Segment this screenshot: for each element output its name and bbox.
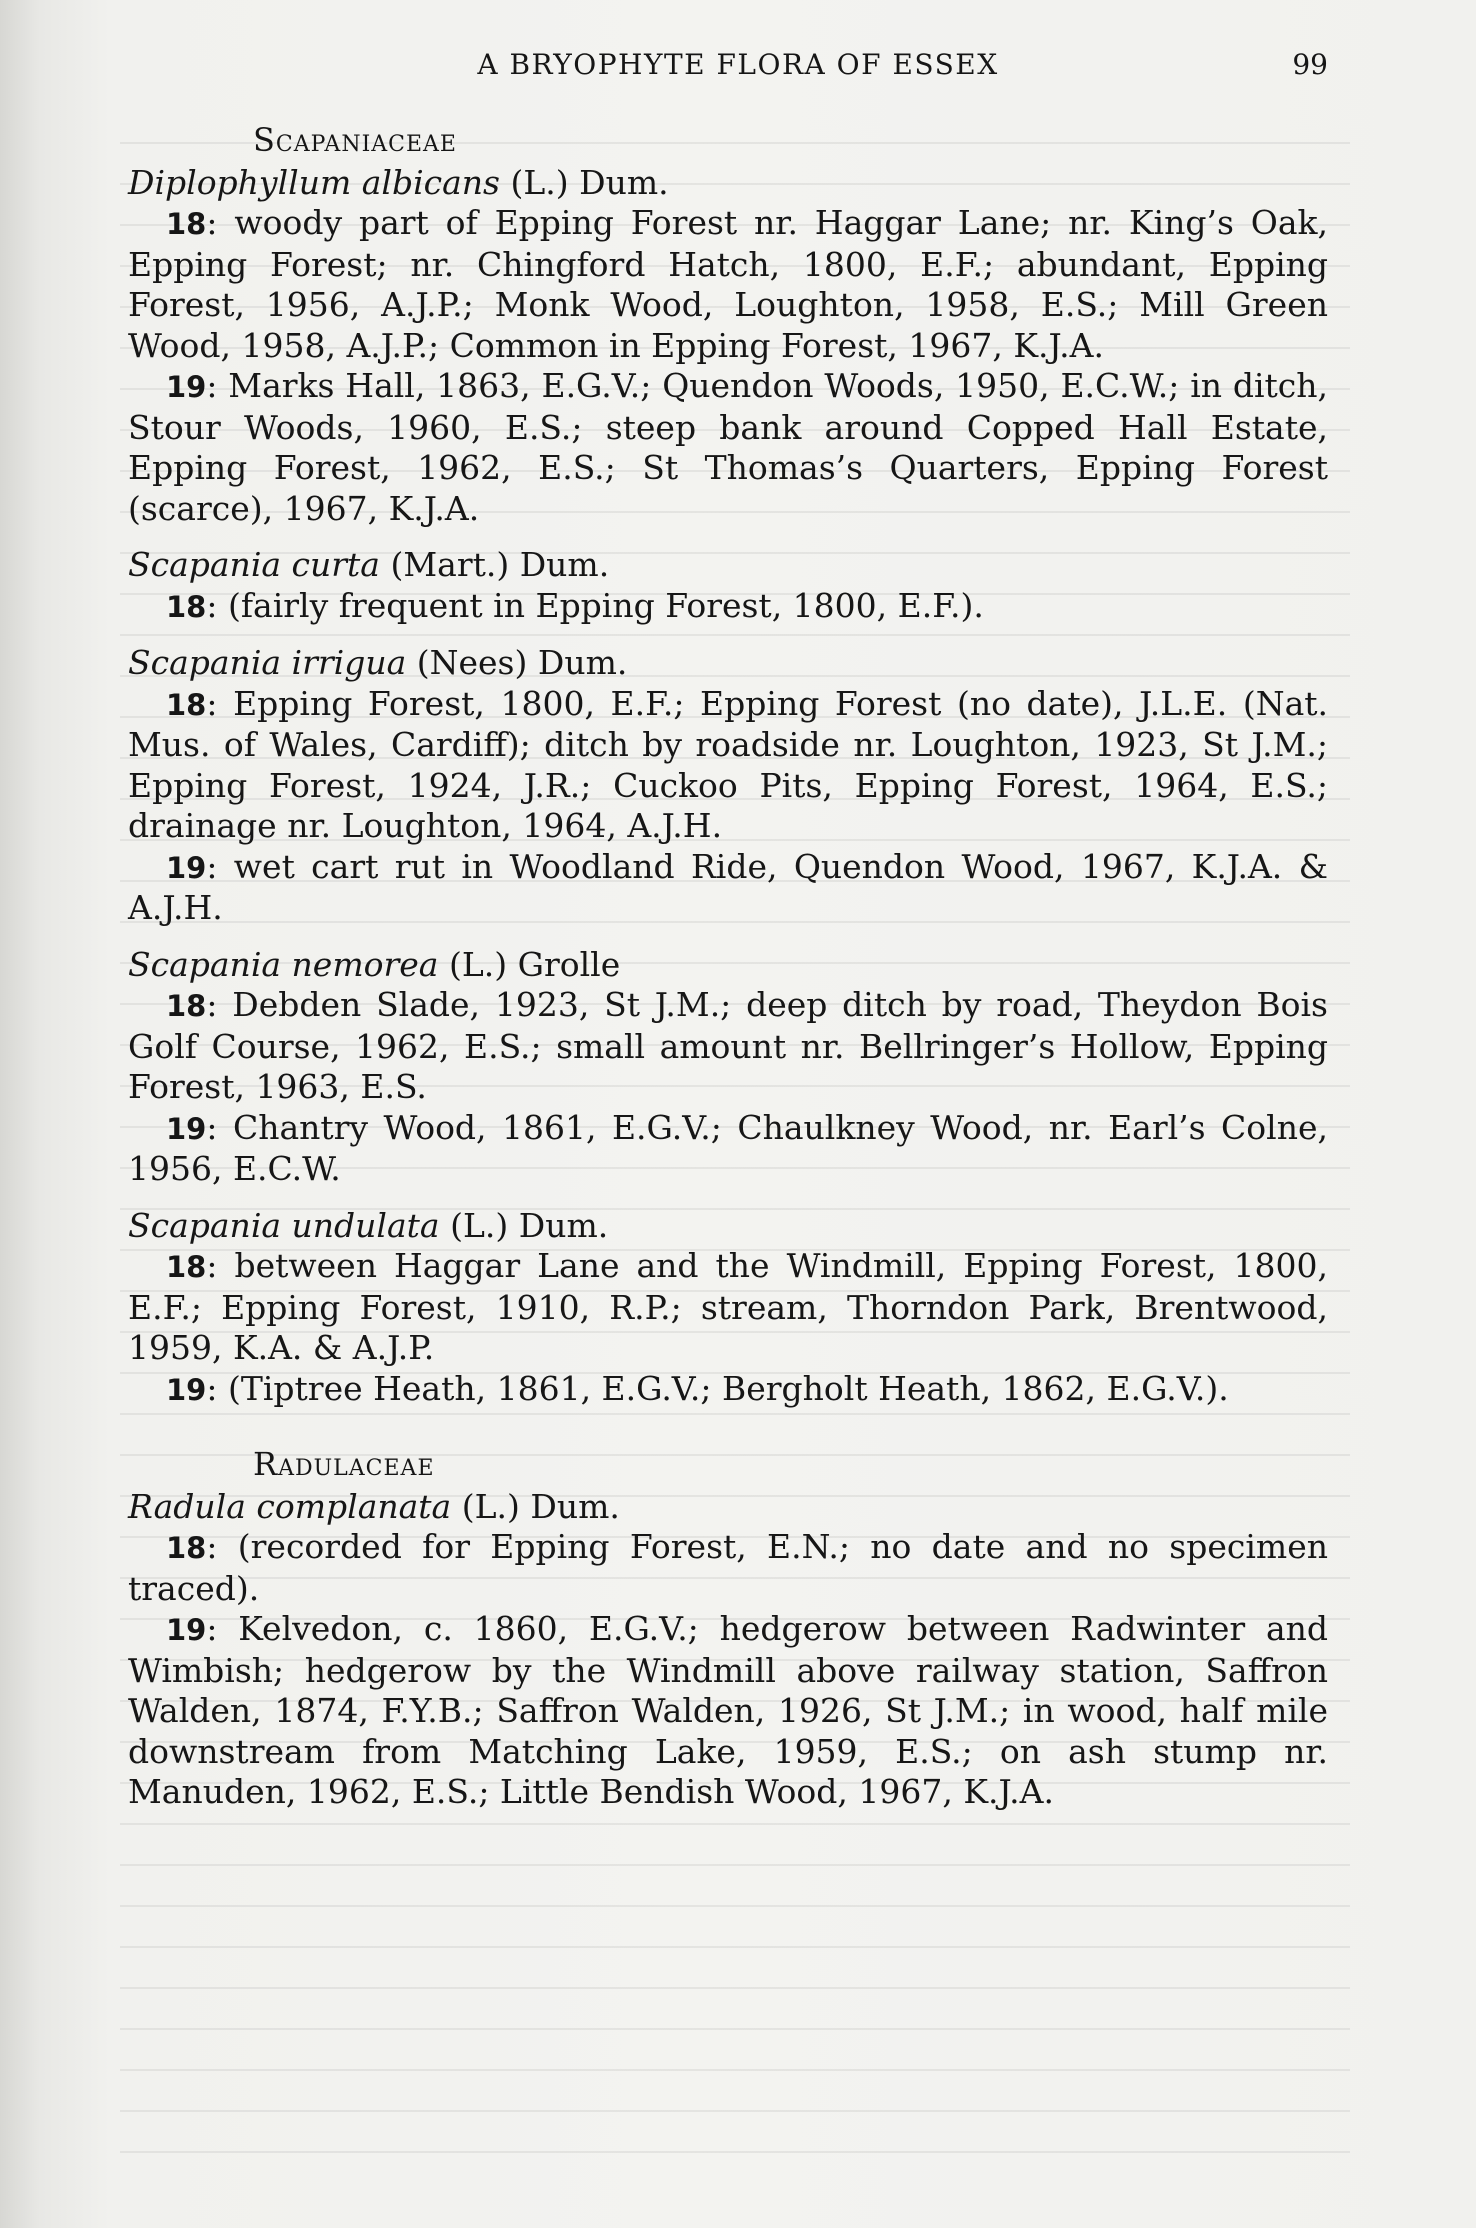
record-text: : Marks Hall, 1863, E.G.V.; Quendon Woods, 1950, E.C.W.; in ditch, Stour Woods, 1960, E.S.; steep bank around Copped Hall Estate, Epping Forest, 1962, E.S.; St Thomas’s Quarters, Epping Forest (scarce), 1967, K.J.A. [128,366,1328,528]
species-binomial: Scapania nemorea [128,944,439,984]
vice-county-number: 18 [166,589,207,624]
record-text: : (recorded for Epping Forest, E.N.; no date and no specimen traced). [128,1527,1328,1608]
family-heading: Scapaniaceae [253,121,457,159]
vice-county-number: 19 [166,1111,207,1146]
species-binomial: Radula complanata [128,1486,452,1526]
record-text: : wet cart rut in Woodland Ride, Quendon Wood, 1967, K.J.A. & A.J.H. [128,846,1328,927]
species-entry [128,643,1328,929]
vice-county-record [128,1369,1328,1411]
vice-county-record [128,847,1328,929]
record-text: : Kelvedon, c. 1860, E.G.V.; hedgerow between Radwinter and Wimbish; hedgerow by the Windmill above railway station, Saffron Walden, 1874, F.Y.B.; Saffron Walden, 1926, St J.M.; in wood, half mile downstream from Matching Lake, 1959, E.S.; on ash stump nr. Manuden, 1962, E.S.; Little Bendish Wood, 1967, K.J.A. [128,1609,1328,1811]
vice-county-number: 18 [166,989,207,1023]
species-name [128,1487,1328,1528]
vice-county-number: 18 [166,207,207,241]
vice-county-record [128,684,1328,847]
species-binomial: Scapania undulata [128,1205,440,1245]
record-text: : Chantry Wood, 1861, E.G.V.; Chaulkney Wood, nr. Earl’s Colne, 1956, E.C.W. [128,1107,1328,1188]
species-name [128,163,1328,204]
species-name [128,945,1328,986]
species-name [128,643,1328,684]
record-text: : (fairly frequent in Epping Forest, 1800, E.F.). [206,585,984,625]
vice-county-number: 19 [166,1613,207,1647]
vice-county-record [128,366,1328,529]
page-content [128,120,1328,1813]
vice-county-number: 19 [166,850,207,885]
species-entry [128,163,1328,530]
species-authority: (Mart.) Dum. [390,545,610,584]
running-title: A BRYOPHYTE FLORA OF ESSEX [477,48,999,81]
record-text: : (Tiptree Heath, 1861, E.G.V.; Bergholt Heath, 1862, E.G.V.). [206,1368,1229,1408]
vice-county-record [128,586,1328,628]
page-number: 99 [1292,48,1328,81]
vice-county-record [128,1108,1328,1190]
running-head [0,48,1476,88]
vice-county-record [128,203,1328,366]
vice-county-record [128,1609,1328,1813]
vice-county-number: 18 [166,1250,207,1284]
species-name [128,545,1328,586]
vice-county-number: 18 [166,687,207,722]
species-authority: (Nees) Dum. [416,643,628,682]
species-entry [128,545,1328,627]
record-text: : woody part of Epping Forest nr. Haggar Lane; nr. King’s Oak, Epping Forest; nr. Chingford Hatch, 1800, E.F.; abundant, Epping Forest, 1956, A.J.P.; Monk Wood, Loughton, 1958, E.S.; Mill Green Wood, 1958, A.J.P.; Common in Epping Forest, 1967, K.J.A. [128,203,1328,365]
vice-county-record [128,985,1328,1108]
species-authority: (L.) Dum. [510,162,669,202]
section-gap [128,1410,1328,1444]
species-entry [128,1487,1328,1813]
vice-county-number: 19 [166,1372,207,1407]
species-authority: (L.) Dum. [461,1486,620,1526]
vice-county-record [128,1527,1328,1609]
species-binomial: Diplophyllum albicans [128,162,500,202]
family-heading: Radulaceae [253,1445,435,1483]
vice-county-number: 19 [166,370,207,404]
species-binomial: Scapania irrigua [128,643,407,682]
record-text: : Epping Forest, 1800, E.F.; Epping Forest (no date), J.L.E. (Nat. Mus. of Wales, Cardiff); ditch by roadside nr. Loughton, 1923, St J.M.; Epping Forest, 1924, J.R.; Cuckoo Pits, Epping Forest, 1964, E.S.; drainage nr. Loughton, 1964, A.J.H. [128,683,1328,845]
vice-county-number: 18 [166,1531,207,1565]
species-authority: (L.) Dum. [450,1205,609,1245]
species-authority: (L.) Grolle [448,944,621,984]
species-binomial: Scapania curta [128,545,380,584]
species-entry [128,945,1328,1190]
record-text: : between Haggar Lane and the Windmill, Epping Forest, 1800, E.F.; Epping Forest, 1910, R.P.; stream, Thorndon Park, Brentwood, 1959, K.A. & A.J.P. [128,1246,1328,1367]
species-name [128,1206,1328,1247]
vice-county-record [128,1246,1328,1369]
record-text: : Debden Slade, 1923, St J.M.; deep ditch by road, Theydon Bois Golf Course, 1962, E.S.; small amount nr. Bellringer’s Hollow, Epping Forest, 1963, E.S. [128,985,1328,1106]
species-entry [128,1206,1328,1411]
